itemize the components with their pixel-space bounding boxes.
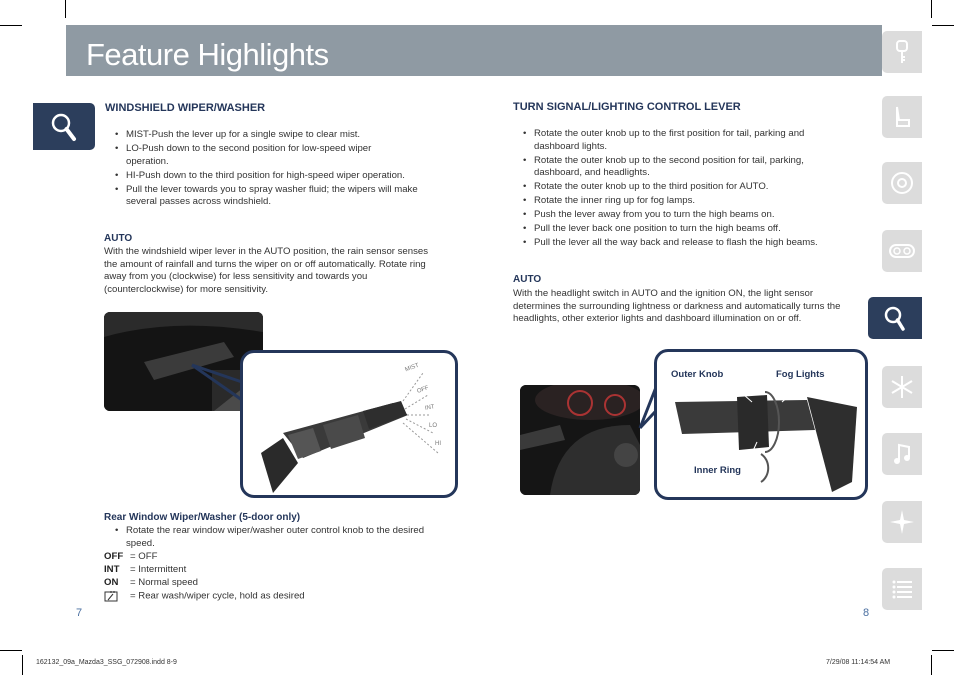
wiper-lever-diagram (240, 350, 458, 498)
crop-mark (65, 0, 66, 18)
footer-file-info: 162132_09a_Mazda3_SSG_072908.indd 8-9 (36, 659, 177, 666)
row-value: = OFF (130, 551, 158, 562)
steering-wheel-icon (888, 169, 916, 197)
tab-index[interactable] (882, 568, 922, 610)
crop-mark (931, 655, 932, 675)
crop-mark (932, 650, 954, 651)
magnifier-icon (881, 304, 909, 332)
list-item: • Rotate the inner ring up for fog lamps. (523, 195, 843, 208)
rear-wiper-bullet-list (115, 525, 425, 552)
lighting-auto-text: With the headlight switch in AUTO and the ignition ON, the light sensor determines the surrounding lightness or darkness and automatically turns the headlights, other exterior lights and dashboard illumination on or off. (513, 288, 841, 324)
crop-mark (932, 25, 954, 26)
list-item: • Pull the lever all the way back and release to flash the high beams. (523, 237, 843, 250)
diagram-label: INT (424, 404, 436, 412)
tab-audio[interactable] (882, 433, 922, 475)
rear-row-wash (104, 590, 305, 602)
washer-icon (104, 590, 118, 602)
list-item: • Pull the lever back one position to turn the high beams off. (523, 223, 843, 236)
rear-row-off (104, 551, 157, 562)
page-title: Feature Highlights (86, 37, 329, 72)
wiper-bullet-list (115, 129, 445, 210)
row-value: = Normal speed (130, 577, 198, 588)
wiper-section-title: WINDSHIELD WIPER/WASHER (105, 102, 266, 114)
row-key (104, 590, 130, 602)
tab-steering[interactable] (882, 162, 922, 204)
list-item: • Rotate the outer knob up to the second position for tail, parking, dashboard, and headlights. (523, 155, 843, 180)
list-item: • Rotate the outer knob up to the third position for AUTO. (523, 181, 843, 194)
footer-timestamp: 7/29/08 11:14:54 AM (826, 659, 891, 666)
crop-mark (931, 0, 932, 18)
fog-lights-label: Fog Lights (776, 369, 825, 380)
inner-ring-label: Inner Ring (694, 465, 741, 476)
diagram-label: MIST (404, 362, 420, 374)
seat-icon (888, 103, 916, 131)
page-number-left: 7 (76, 607, 83, 619)
diagram-label: OFF (416, 385, 430, 395)
tab-seat[interactable] (882, 96, 922, 138)
row-value: = Rear wash/wiper cycle, hold as desired (130, 590, 305, 602)
page-header (66, 25, 882, 76)
lighting-bullet-list (523, 128, 843, 251)
list-item: • Rotate the outer knob up to the first position for tail, parking and dashboard lights. (523, 128, 843, 153)
wiper-auto-text: With the windshield wiper lever in the AUTO position, the rain sensor senses the amount of rainfall and turns the wiper on or off automatically. Rotate ring away from you (clockwise) for less sensitivity and towards you (counterclockwise) for more sensitivity. (104, 246, 429, 295)
rear-wiper-title: Rear Window Wiper/Washer (5-door only) (104, 512, 301, 523)
row-value: = Intermittent (130, 564, 187, 575)
diagram-label: LO (429, 423, 438, 429)
row-key: INT (104, 564, 120, 575)
crop-mark (0, 650, 22, 651)
audio-icon (888, 440, 916, 468)
rear-row-on (104, 577, 198, 588)
lighting-section-title: TURN SIGNAL/LIGHTING CONTROL LEVER (513, 101, 741, 113)
list-item: • Push the lever away from you to turn the high beams on. (523, 209, 843, 222)
instrument-panel-icon (888, 237, 916, 265)
navigation-icon (888, 508, 916, 536)
row-key: OFF (104, 551, 124, 562)
list-item: • Rotate the rear window wiper/washer outer control knob to the desired speed. (115, 525, 425, 550)
page-number-right: 8 (863, 607, 870, 619)
magnifier-icon (33, 103, 95, 150)
diagram-label: HI (435, 441, 441, 447)
crop-mark (22, 655, 23, 675)
climate-icon (888, 373, 916, 401)
lighting-auto-title: AUTO (513, 274, 542, 285)
row-key: ON (104, 577, 119, 588)
outer-knob-label: Outer Knob (671, 369, 724, 380)
list-item: • Pull the lever towards you to spray washer fluid; the wipers will make several passes across windshield. (115, 184, 426, 209)
list-item: • MIST-Push the lever up for a single swipe to clear mist. (115, 129, 445, 142)
tab-climate[interactable] (882, 366, 922, 408)
lighting-lever-diagram (654, 349, 868, 500)
list-item: • HI-Push down to the third position for high-speed wiper operation. (115, 170, 445, 183)
tab-instruments[interactable] (882, 230, 922, 272)
tab-key[interactable] (882, 31, 922, 73)
index-icon (888, 575, 916, 603)
list-item: • LO-Push down to the second position for low-speed wiper operation. (115, 143, 386, 168)
crop-mark (0, 25, 22, 26)
key-icon (888, 38, 916, 66)
tab-magnifier[interactable] (868, 297, 922, 339)
wiper-auto-title: AUTO (104, 233, 133, 244)
rear-row-int (104, 564, 186, 575)
tab-navigation[interactable] (882, 501, 922, 543)
